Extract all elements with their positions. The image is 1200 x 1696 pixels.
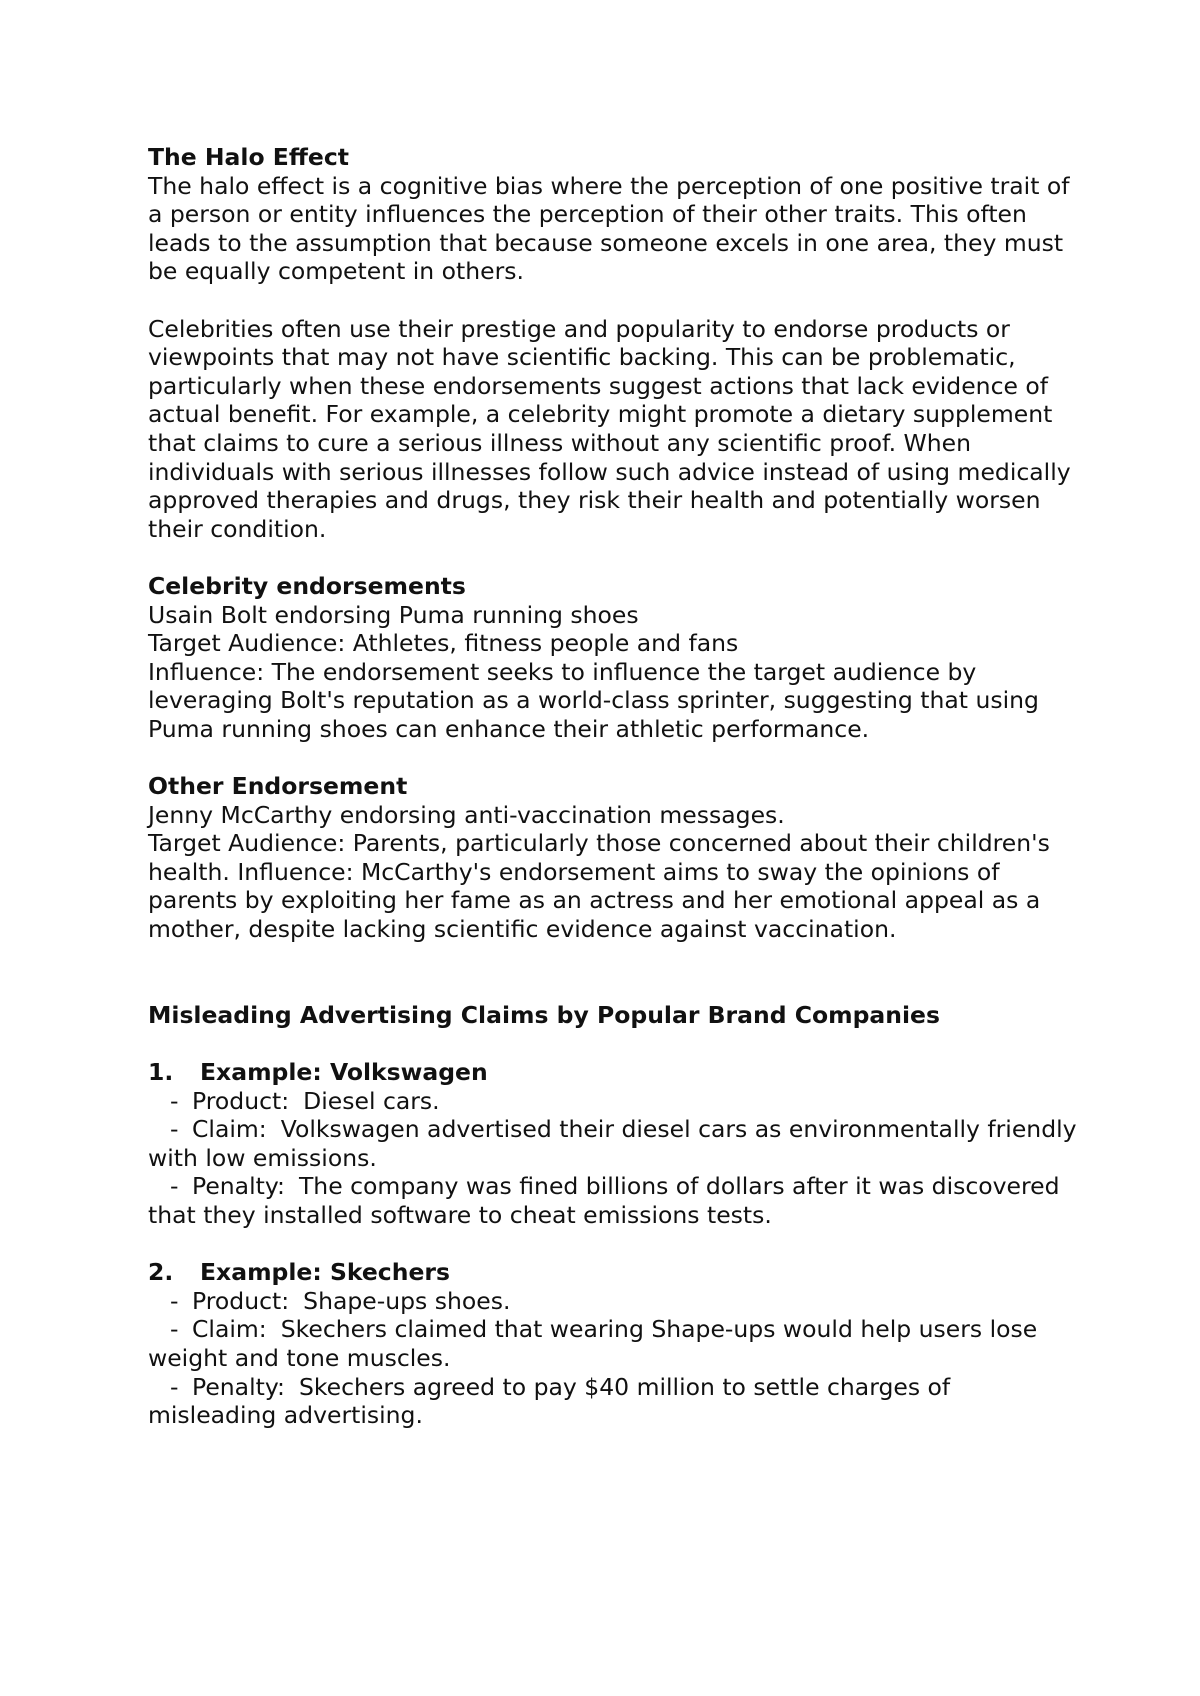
dash-bullet: - (170, 1172, 179, 1201)
product-label: Product: (192, 1086, 290, 1115)
dash-bullet: - (170, 1315, 179, 1344)
dash-bullet: - (170, 1286, 179, 1315)
example-heading (148, 1058, 1078, 1087)
example-claim (148, 1315, 1078, 1372)
halo-effect-heading: The Halo Effect (148, 143, 349, 171)
example-product (148, 1287, 1078, 1316)
product-label: Product: (192, 1286, 290, 1315)
misleading-advertising-heading: Misleading Advertising Claims by Popular Brand Companies (148, 1000, 940, 1029)
celebrity-target-audience: Target Audience: Athletes, fitness people and fans (148, 629, 739, 658)
celebrity-endorsements-heading: Celebrity endorsements (148, 571, 466, 600)
celebrity-influence: Influence: The endorsement seeks to influence the target audience by leveraging Bolt's reputation as a world-class sprinter, suggesting that using Puma running shoes can enhance their athletic performance. (148, 657, 1039, 743)
spacer (148, 743, 1078, 772)
product-value: Diesel cars. (303, 1086, 440, 1115)
example-title: Example: Volkswagen (200, 1058, 488, 1086)
other-endorsement-heading: Other Endorsement (148, 772, 408, 801)
example-product (148, 1087, 1078, 1116)
spacer (148, 1029, 1078, 1058)
celebrity-prestige-paragraph: Celebrities often use their prestige and popularity to endorse products or viewpoints that may not have scientific backing. This can be problematic, particularly when these endorsements suggest actions that lack evidence of actual benefit. For example, a celebrity might promote a dietary supplement that claims to cure a serious illness without any scientific proof. When individuals with serious illnesses follow such advice instead of using medically approved therapies and drugs, they risk their health and potentially worsen their condition. (148, 314, 1071, 543)
penalty-value: The company was fined billions of dollars after it was discovered that they installed software to cheat emissions tests. (148, 1172, 1060, 1229)
spacer (148, 286, 1078, 315)
spacer (148, 543, 1078, 572)
dash-bullet: - (170, 1086, 179, 1115)
other-endorsement-audience-influence: Target Audience: Parents, particularly those concerned about their children's health. Influence: McCarthy's endorsement aims to sway the opinions of parents by exploiting her fame as an actress and her emotional appeal as a mother, despite lacking scientific evidence against vaccination. (148, 829, 1050, 944)
spacer (148, 944, 1078, 1001)
penalty-value: Skechers agreed to pay $40 million to settle charges of misleading advertising. (148, 1372, 951, 1430)
penalty-label: Penalty: (192, 1372, 285, 1401)
claim-label: Claim: (192, 1315, 267, 1344)
example-title: Example: Skechers (200, 1258, 450, 1287)
document-page (148, 143, 1078, 1430)
other-endorsement-subject: Jenny McCarthy endorsing anti-vaccination messages. (148, 800, 785, 829)
celebrity-endorsement-subject: Usain Bolt endorsing Puma running shoes (148, 600, 639, 629)
dash-bullet: - (170, 1115, 179, 1144)
example-penalty (148, 1172, 1078, 1229)
list-number: 1. (148, 1058, 174, 1086)
list-number: 2. (148, 1258, 174, 1287)
spacer (148, 1230, 1078, 1259)
example-penalty (148, 1373, 1078, 1430)
claim-value: Volkswagen advertised their diesel cars as environmentally friendly with low emissions. (148, 1115, 1077, 1172)
halo-effect-definition: The halo effect is a cognitive bias where the perception of one positive trait of a person or entity influences the perception of their other traits. This often leads to the assumption that because someone excels in one area, they must be equally competent in others. (148, 171, 1070, 286)
penalty-label: Penalty: (192, 1172, 285, 1201)
product-value: Shape-ups shoes. (303, 1286, 511, 1315)
claim-value: Skechers claimed that wearing Shape-ups would help users lose weight and tone muscles. (148, 1315, 1038, 1372)
example-claim (148, 1115, 1078, 1172)
example-heading (148, 1258, 1078, 1287)
claim-label: Claim: (192, 1115, 267, 1144)
dash-bullet: - (170, 1372, 179, 1401)
